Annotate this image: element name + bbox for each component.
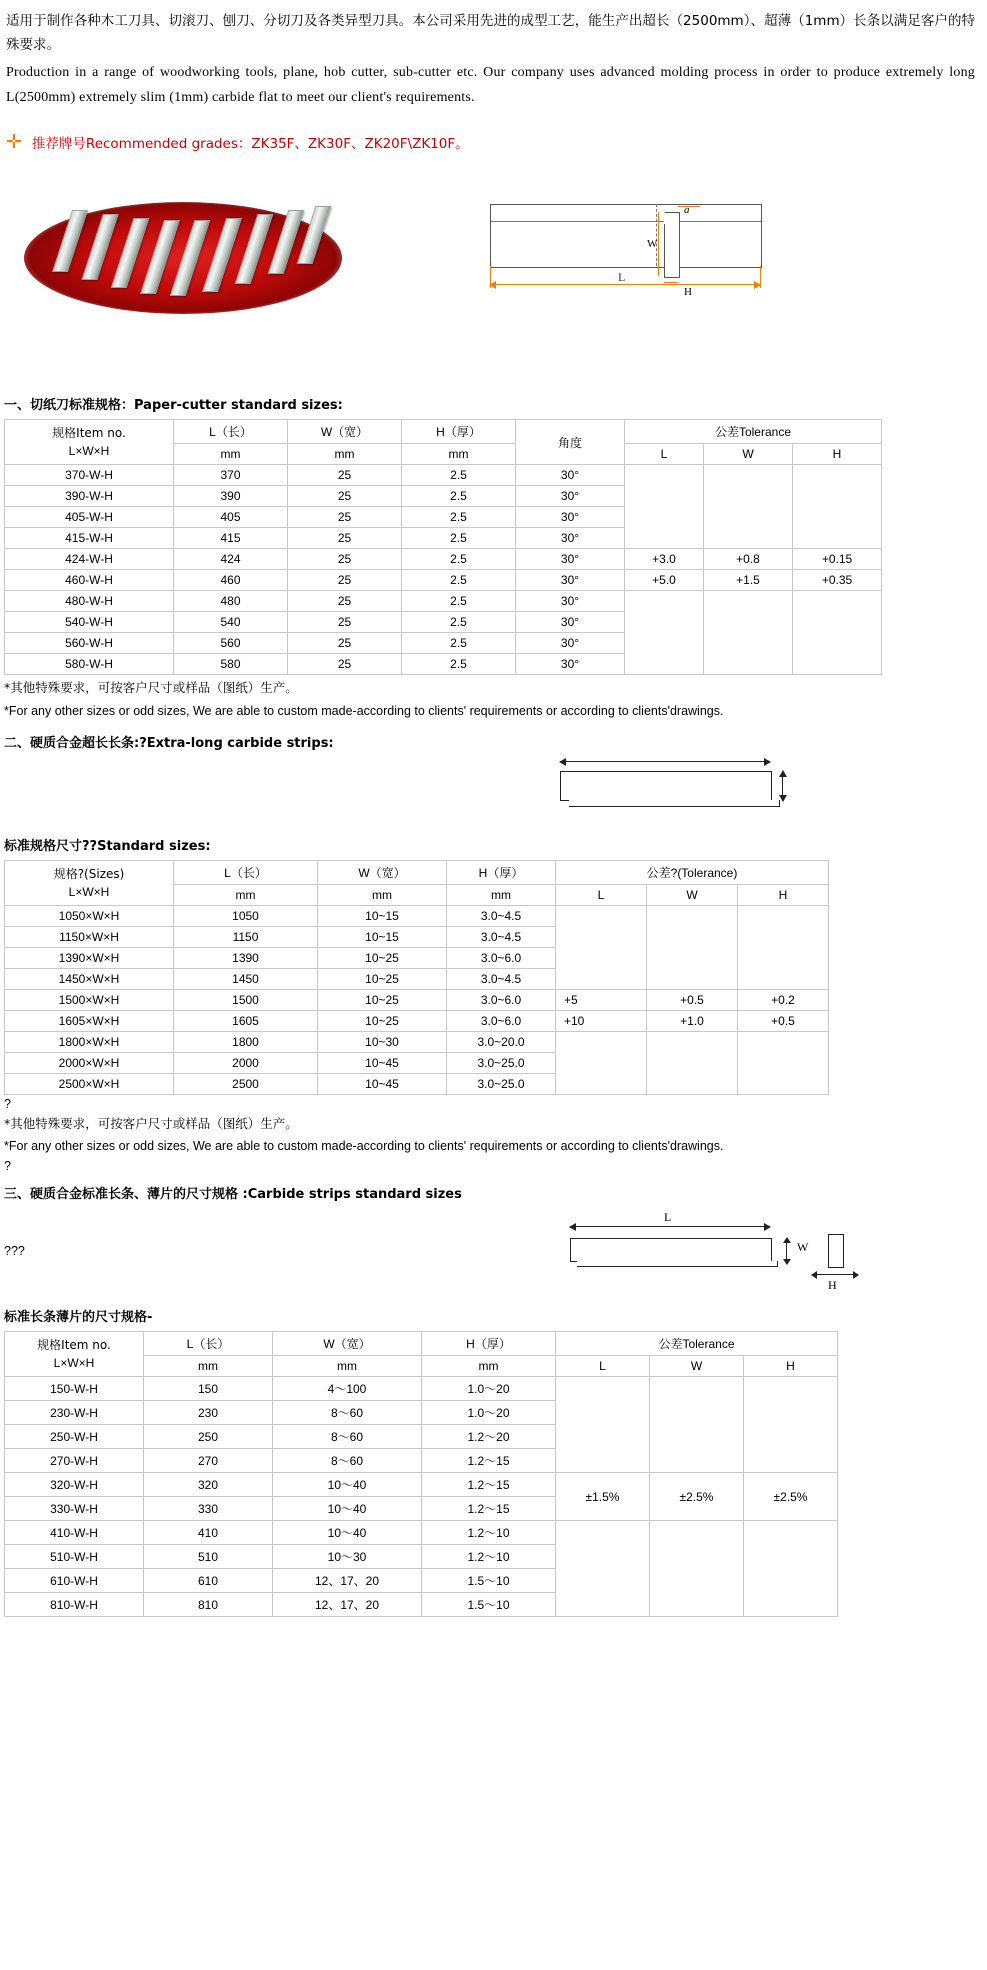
strip-body-2 (560, 771, 772, 801)
dim-line-width (658, 212, 659, 276)
cell-item: 2500×W×H (5, 1073, 174, 1094)
header-W-unit: mm (318, 884, 447, 905)
cell-H: 3.0~20.0 (447, 1031, 556, 1052)
table-header-row (5, 860, 829, 884)
cell-H: 1.2～15 (422, 1497, 556, 1521)
cell-item: 510-W-H (5, 1545, 144, 1569)
section2-heading: 二、硬质合金超长长条:?Extra-long carbide strips: (4, 735, 334, 751)
cell-item: 460-W-H (5, 570, 174, 591)
tol-spacer-H (793, 465, 882, 549)
cell-W: 4～100 (273, 1377, 422, 1401)
tol-spacer-W (704, 465, 793, 549)
cell-tol-W: ±2.5% (650, 1473, 744, 1521)
cell-W: 10～40 (273, 1473, 422, 1497)
cell-L: 230 (144, 1401, 273, 1425)
cell-L: 1605 (174, 1010, 318, 1031)
cell-item: 150-W-H (5, 1377, 144, 1401)
tol-spacer-W2 (650, 1521, 744, 1617)
cell-W: 25 (288, 570, 402, 591)
cell-item: 580-W-H (5, 654, 174, 675)
product-illustrations (0, 184, 987, 384)
cell-W: 10~15 (318, 926, 447, 947)
cell-H: 1.5～10 (422, 1569, 556, 1593)
section1-heading: 一、切纸刀标准规格：Paper-cutter standard sizes: (4, 398, 343, 414)
cell-L: 1450 (174, 968, 318, 989)
drawing-section-view (640, 202, 840, 312)
cell-item: 810-W-H (5, 1593, 144, 1617)
cell-tol-L-min: +3.0 (625, 549, 704, 570)
cell-L: 610 (144, 1569, 273, 1593)
cell-H: 3.0~4.5 (447, 905, 556, 926)
cell-tol-W-max: +1.0 (647, 1010, 738, 1031)
tol-spacer-H2 (738, 1031, 829, 1094)
header-item-no-label: 规格?(Sizes) (53, 866, 125, 881)
table-row (5, 989, 829, 1010)
cell-W: 10～40 (273, 1521, 422, 1545)
cell-L: 390 (174, 486, 288, 507)
cell-L: 150 (144, 1377, 273, 1401)
cell-item: 415-W-H (5, 528, 174, 549)
header-item-no-sub: L×W×H (68, 884, 110, 899)
cell-H: 2.5 (402, 528, 516, 549)
table-row (5, 591, 882, 612)
cell-W: 25 (288, 528, 402, 549)
header-tol-W: W (704, 444, 793, 465)
cell-L: 250 (144, 1425, 273, 1449)
cell-item: 1450×W×H (5, 968, 174, 989)
header-W-unit: mm (273, 1356, 422, 1377)
tol-spacer-W (647, 905, 738, 989)
cell-tol-W-min: +0.8 (704, 549, 793, 570)
cell-angle: 30° (516, 549, 625, 570)
cell-item: 1390×W×H (5, 947, 174, 968)
header-tol-H: H (738, 884, 829, 905)
cell-H: 1.0～20 (422, 1401, 556, 1425)
cell-W: 10~25 (318, 989, 447, 1010)
header-tol-L: L (556, 1356, 650, 1377)
cell-W: 12、17、20 (273, 1593, 422, 1617)
header-tol-H: H (744, 1356, 838, 1377)
cell-W: 10~45 (318, 1073, 447, 1094)
header-L-unit: mm (144, 1356, 273, 1377)
cell-W: 8～60 (273, 1401, 422, 1425)
cell-L: 510 (144, 1545, 273, 1569)
cell-W: 25 (288, 633, 402, 654)
recommended-grades-label: 推荐牌号Recommended grades： (31, 136, 252, 153)
cell-L: 1050 (174, 905, 318, 926)
header-H: H（厚） (422, 1332, 556, 1356)
cell-W: 10~45 (318, 1052, 447, 1073)
section1-note-cn: *其他特殊要求，可按客户尺寸或样品（图纸）生产。 (4, 680, 298, 696)
tol-spacer-L (556, 1377, 650, 1473)
tol-spacer-W2 (647, 1031, 738, 1094)
cell-W: 25 (288, 612, 402, 633)
header-item-no-sub: L×W×H (68, 444, 110, 459)
cell-H: 1.2～15 (422, 1473, 556, 1497)
cell-item: 2000×W×H (5, 1052, 174, 1073)
cell-angle: 30° (516, 633, 625, 654)
dim-line-width-3 (786, 1238, 787, 1264)
cell-item: 610-W-H (5, 1569, 144, 1593)
tol-spacer-L2 (556, 1031, 647, 1094)
cell-tol-L-max: +10 (556, 1010, 647, 1031)
strip-section-3 (828, 1234, 844, 1268)
cell-L: 1500 (174, 989, 318, 1010)
cell-W: 25 (288, 507, 402, 528)
cell-item: 1150×W×H (5, 926, 174, 947)
cell-L: 270 (144, 1449, 273, 1473)
carbide-strip-drawing-3 (0, 1208, 987, 1298)
cell-tol-W-max: +1.5 (704, 570, 793, 591)
cell-H: 2.5 (402, 486, 516, 507)
cell-item: 1500×W×H (5, 989, 174, 1010)
cell-item: 410-W-H (5, 1521, 144, 1545)
cell-W: 10~30 (318, 1031, 447, 1052)
tol-spacer-H2 (744, 1521, 838, 1617)
cell-H: 3.0~6.0 (447, 989, 556, 1010)
cell-L: 410 (144, 1521, 273, 1545)
cell-W: 8～60 (273, 1449, 422, 1473)
header-H-unit: mm (447, 884, 556, 905)
cell-W: 10~25 (318, 968, 447, 989)
cell-tol-H-max: +0.5 (738, 1010, 829, 1031)
dim-line-height-3 (812, 1274, 858, 1275)
section2-q1: ? (4, 1096, 11, 1111)
header-H-unit: mm (422, 1356, 556, 1377)
table-row (5, 1521, 838, 1545)
cell-tol-H-max: +0.35 (793, 570, 882, 591)
section2-q2: ? (4, 1159, 11, 1174)
header-L: L（长） (174, 860, 318, 884)
table-row (5, 1031, 829, 1052)
cell-item: 320-W-H (5, 1473, 144, 1497)
header-tol-H: H (793, 444, 882, 465)
extra-long-strips-table (4, 860, 829, 1095)
cell-H: 2.5 (402, 633, 516, 654)
paper-cutter-drawing (480, 192, 870, 322)
standard-strips-table (4, 1331, 838, 1617)
cell-W: 25 (288, 549, 402, 570)
section3-heading: 三、硬质合金标准长条、薄片的尺寸规格 :Carbide strips standard sizes (4, 1187, 462, 1203)
dim-line-height (664, 282, 678, 283)
cell-H: 1.2～10 (422, 1545, 556, 1569)
cross-marker-icon: ✛ (6, 130, 22, 153)
cell-item: 390-W-H (5, 486, 174, 507)
cell-H: 2.5 (402, 465, 516, 486)
cell-L: 330 (144, 1497, 273, 1521)
cell-L: 1150 (174, 926, 318, 947)
header-item-no-label: 规格Item no. (37, 1338, 111, 1353)
cell-item: 1050×W×H (5, 905, 174, 926)
header-L-unit: mm (174, 444, 288, 465)
cell-tol-H: ±2.5% (744, 1473, 838, 1521)
cell-W: 25 (288, 591, 402, 612)
header-tolerance: 公差?(Tolerance) (556, 860, 829, 884)
cell-W: 10~15 (318, 905, 447, 926)
cell-angle: 30° (516, 507, 625, 528)
cell-L: 2000 (174, 1052, 318, 1073)
cell-H: 3.0~25.0 (447, 1073, 556, 1094)
cell-W: 10～30 (273, 1545, 422, 1569)
cell-W: 25 (288, 654, 402, 675)
cell-W: 25 (288, 465, 402, 486)
header-H: H（厚） (402, 420, 516, 444)
header-L-unit: mm (174, 884, 318, 905)
header-L: L（长） (144, 1332, 273, 1356)
cell-H: 3.0~6.0 (447, 947, 556, 968)
cell-item: 405-W-H (5, 507, 174, 528)
cell-H: 2.5 (402, 612, 516, 633)
cell-tol-L-max: +5.0 (625, 570, 704, 591)
recommended-grades-line (6, 132, 987, 152)
cell-L: 370 (174, 465, 288, 486)
cell-H: 2.5 (402, 570, 516, 591)
dim-label-W-3: W (797, 1240, 809, 1255)
header-W: W（宽） (318, 860, 447, 884)
cell-L: 560 (174, 633, 288, 654)
cell-L: 320 (144, 1473, 273, 1497)
cell-angle: 30° (516, 486, 625, 507)
cell-L: 480 (174, 591, 288, 612)
table-row (5, 570, 882, 591)
header-tol-L: L (556, 884, 647, 905)
header-L: L（长） (174, 420, 288, 444)
header-W: W（宽） (273, 1332, 422, 1356)
cell-L: 1800 (174, 1031, 318, 1052)
cell-item: 540-W-H (5, 612, 174, 633)
cell-item: 480-W-H (5, 591, 174, 612)
cell-W: 12、17、20 (273, 1569, 422, 1593)
cell-W: 10~25 (318, 947, 447, 968)
table-header-row (5, 420, 882, 444)
dim-label-W: W (647, 238, 658, 251)
header-H-unit: mm (402, 444, 516, 465)
cell-angle: 30° (516, 612, 625, 633)
cell-W: 8～60 (273, 1425, 422, 1449)
cell-L: 810 (144, 1593, 273, 1617)
table-row (5, 905, 829, 926)
cell-H: 3.0~6.0 (447, 1010, 556, 1031)
header-H: H（厚） (447, 860, 556, 884)
cell-W: 25 (288, 486, 402, 507)
cell-tol-H-min: +0.2 (738, 989, 829, 1010)
cell-H: 1.2～20 (422, 1425, 556, 1449)
cell-H: 2.5 (402, 507, 516, 528)
cell-tol-H-min: +0.15 (793, 549, 882, 570)
table-row (5, 1010, 829, 1031)
cell-angle: 30° (516, 591, 625, 612)
cell-H: 2.5 (402, 591, 516, 612)
cell-tol-W-min: +0.5 (647, 989, 738, 1010)
dim-line-height-2 (782, 771, 783, 801)
section-bevel (664, 212, 678, 224)
dim-label-L: L (618, 270, 626, 285)
cell-item: 250-W-H (5, 1425, 144, 1449)
cell-H: 2.5 (402, 549, 516, 570)
cell-L: 415 (174, 528, 288, 549)
section1-note-en: *For any other sizes or odd sizes, We are able to custom made-according to clients' requirements or according to clients'drawings. (4, 703, 724, 718)
cell-H: 3.0~4.5 (447, 968, 556, 989)
dim-label-H-3: H (828, 1278, 837, 1293)
table-row (5, 465, 882, 486)
cell-angle: 30° (516, 654, 625, 675)
strip-body-3 (570, 1238, 772, 1262)
section3-subheading: 标准长条薄片的尺寸规格- (4, 1310, 153, 1326)
cell-H: 2.5 (402, 654, 516, 675)
cell-item: 330-W-H (5, 1497, 144, 1521)
header-angle: 角度 (516, 420, 625, 465)
header-item-no-sub: L×W×H (53, 1356, 95, 1371)
recommended-grades-values: ZK35F、ZK30F、ZK20F\ZK10F。 (251, 136, 469, 153)
intro-block (0, 6, 987, 110)
cell-tol-L-min: +5 (556, 989, 647, 1010)
cell-W: 10~25 (318, 1010, 447, 1031)
dim-label-a: a (684, 204, 690, 217)
tol-spacer-H (744, 1377, 838, 1473)
header-tol-W: W (647, 884, 738, 905)
cell-item: 424-W-H (5, 549, 174, 570)
tol-spacer-H2 (793, 591, 882, 675)
tol-spacer-L2 (556, 1521, 650, 1617)
header-tolerance: 公差Tolerance (556, 1332, 838, 1356)
header-item-no (5, 860, 174, 905)
cell-W: 10～40 (273, 1497, 422, 1521)
header-item-no (5, 420, 174, 465)
header-item-no-label: 规格Item no. (52, 426, 126, 441)
tol-spacer-L (556, 905, 647, 989)
tol-spacer-W2 (704, 591, 793, 675)
section2-note-en: *For any other sizes or odd sizes, We are able to custom made-according to clients' requirements or according to clients'drawings. (4, 1139, 724, 1153)
cell-H: 3.0~4.5 (447, 926, 556, 947)
dim-label-L-3: L (664, 1210, 672, 1225)
cell-item: 560-W-H (5, 633, 174, 654)
cell-L: 540 (174, 612, 288, 633)
cell-tol-L: ±1.5% (556, 1473, 650, 1521)
cell-L: 460 (174, 570, 288, 591)
header-W-unit: mm (288, 444, 402, 465)
cell-item: 270-W-H (5, 1449, 144, 1473)
section3-q: ??? (4, 1244, 25, 1259)
cell-H: 1.5～10 (422, 1593, 556, 1617)
cell-H: 1.0～20 (422, 1377, 556, 1401)
carbide-strips-photo (24, 194, 344, 324)
tol-spacer-L2 (625, 591, 704, 675)
table-row (5, 1377, 838, 1401)
header-W: W（宽） (288, 420, 402, 444)
section2-note-cn: *其他特殊要求，可按客户尺寸或样品（图纸）生产。 (4, 1115, 298, 1131)
cell-angle: 30° (516, 570, 625, 591)
intro-english: Production in a range of woodworking tools, plane, hob cutter, sub-cutter etc. Our company uses advanced molding process in order to produce extremely long L(2500mm) extremely slim (1mm) carbide flat to meet our client's requirements. (6, 65, 975, 105)
paper-cutter-table (4, 419, 882, 675)
cell-L: 1390 (174, 947, 318, 968)
dim-line-length-3 (570, 1226, 770, 1227)
cell-L: 405 (174, 507, 288, 528)
table-row (5, 1473, 838, 1497)
cell-angle: 30° (516, 465, 625, 486)
extra-long-strip-drawing (0, 757, 987, 827)
cell-item: 370-W-H (5, 465, 174, 486)
cell-item: 1800×W×H (5, 1031, 174, 1052)
cell-item: 230-W-H (5, 1401, 144, 1425)
header-item-no (5, 1332, 144, 1377)
header-tol-W: W (650, 1356, 744, 1377)
intro-chinese: 适用于制作各种木工刀具、切滚刀、刨刀、分切刀及各类异型刀具。本公司采用先进的成型工艺，能生产出超长（2500mm）、超薄（1mm）长条以满足客户的特殊要求。 (6, 13, 975, 53)
cell-H: 1.2～15 (422, 1449, 556, 1473)
table-header-row (5, 1332, 838, 1356)
header-tol-L: L (625, 444, 704, 465)
cell-item: 1605×W×H (5, 1010, 174, 1031)
cell-angle: 30° (516, 528, 625, 549)
section2-subheading: 标准规格尺寸??Standard sizes: (4, 838, 211, 854)
tol-spacer-L (625, 465, 704, 549)
header-tolerance: 公差Tolerance (625, 420, 882, 444)
tol-spacer-W (650, 1377, 744, 1473)
cell-L: 424 (174, 549, 288, 570)
tol-spacer-H (738, 905, 829, 989)
cell-L: 2500 (174, 1073, 318, 1094)
dim-label-H: H (684, 286, 692, 299)
cell-L: 580 (174, 654, 288, 675)
table-row (5, 549, 882, 570)
cell-H: 3.0~25.0 (447, 1052, 556, 1073)
cell-H: 1.2～10 (422, 1521, 556, 1545)
section-blade (664, 212, 680, 278)
dim-line-length-2 (560, 761, 770, 762)
